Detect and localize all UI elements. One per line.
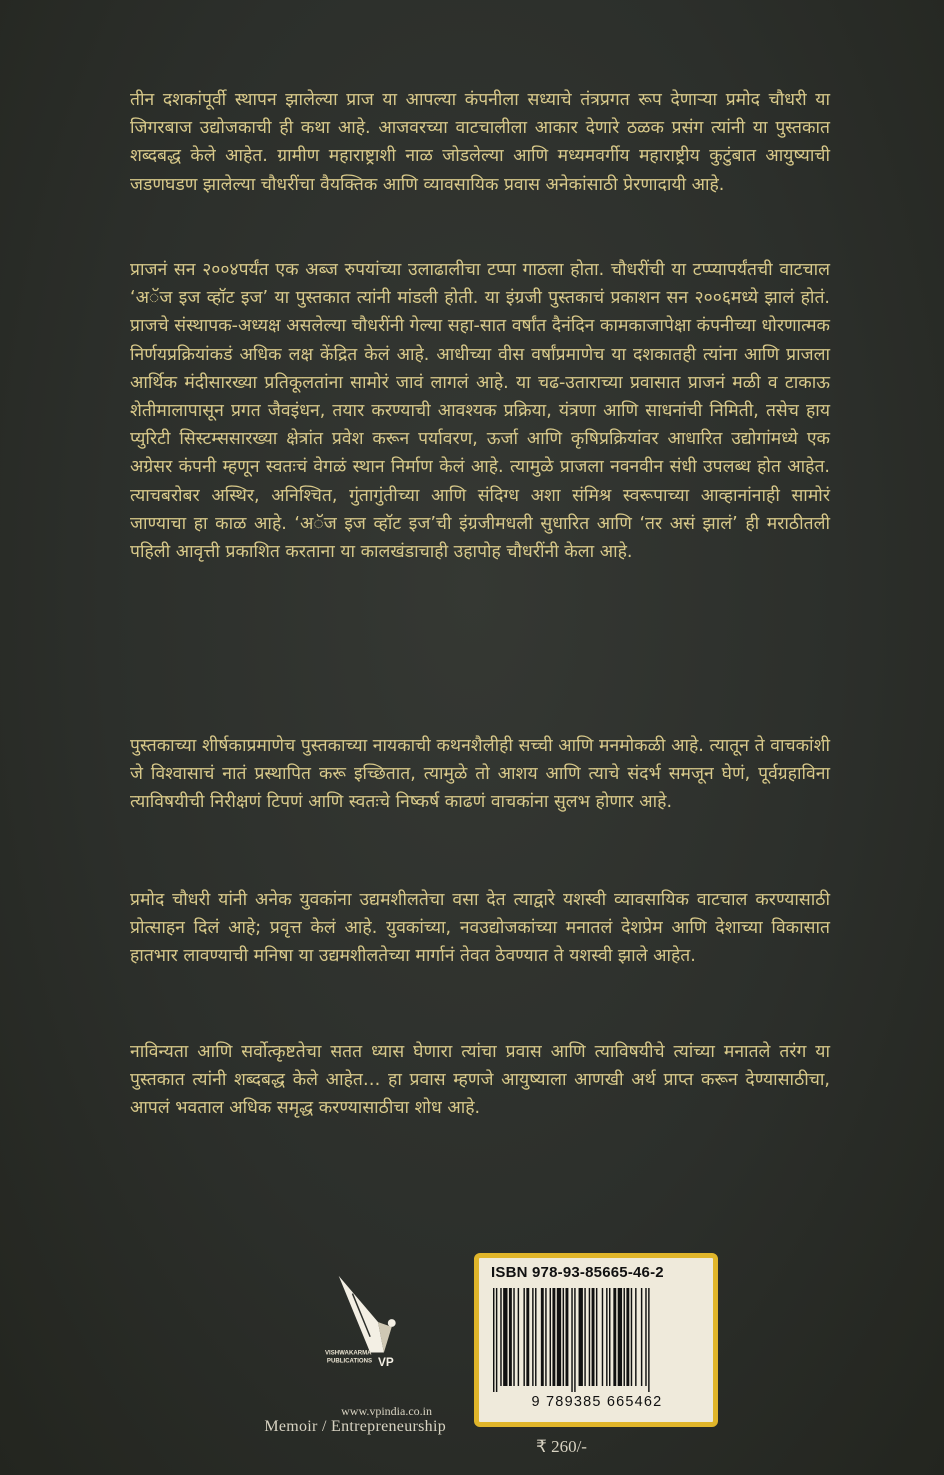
isbn-label: ISBN 978-93-85665-46-2 [491,1264,664,1281]
publisher-name-line1: VISHWAKARMA [324,1349,372,1357]
barcode-digits: 9 789385 665462 [531,1394,663,1410]
barcode-icon [489,1288,705,1392]
blurb-paragraph-3: पुस्तकाच्या शीर्षकाप्रमाणेच पुस्तकाच्या नायकाची कथनशैलीही सच्ची आणि मनमोकळी आहे. त्यातून ते वाचकांशी जे विश्वासाचं नातं प्रस्थापित करू इच्छितात, त्यामुळे तो आशय आणि त्याचे संदर्भ समजून घेणं, पूर्वग्रहाविना त्याविषयीची निरीक्षणं टिपणं आणि स्वतःचे निष्कर्ष काढणं वाचकांना सुलभ होणार आहे. [130,736,830,813]
barcode-panel [474,1253,718,1427]
blurb-paragraph-5: नाविन्यता आणि सर्वोत्कृष्टतेचा सतत ध्यास घेणारा त्यांचा प्रवास आणि त्याविषयीचे त्यांच्या मनातले तरंग या पुस्तकात त्यांनी शब्दबद्ध केले आहेत… हा प्रवास म्हणजे आयुष्याला आणखी अर्थ प्राप्त करून देण्यासाठीचा, आपलं भवताल अधिक समृद्ध करण्यासाठीचा शोध आहे. [130,1042,830,1119]
blurb-paragraph-4: प्रमोद चौधरी यांनी अनेक युवकांना उद्यमशीलतेचा वसा देत त्याद्वारे यशस्वी व्यावसायिक वाटचाल करण्यासाठी प्रोत्साहन दिलं आहे; प्रवृत्त केलं आहे. युवकांच्या, नवउद्योजकांच्या मनातलं देशप्रेम आणि देशाच्या विकासात हातभार लावण्याची मनिषा या उद्यमशीलतेच्या मार्गानं तेवत ठेवण्यात ते यशस्वी झाले आहेत. [130,890,830,967]
blurb-paragraph-1: तीन दशकांपूर्वी स्थापन झालेल्या प्राज या आपल्या कंपनीला सध्याचे तंत्रप्रगत रूप देणाऱ्या प्रमोद चौधरी या जिगरबाज उद्योजकाची ही कथा आहे. आजवरच्या वाटचालीला आकार देणारे ठळक प्रसंग त्यांनी या पुस्तकात शब्दबद्ध केले आहेत. ग्रामीण महाराष्ट्राशी नाळ जोडलेल्या आणि मध्यमवर्गीय महाराष्ट्रीय कुटुंबात आयुष्याची जडणघडण झालेल्या चौधरींचा वैयक्तिक आणि व्यावसायिक प्रवास अनेकांसाठी प्रेरणादायी आहे. [130,90,830,195]
price-label: ₹ 260/- [536,1437,587,1456]
publisher-name-line2: PUBLICATIONS [326,1357,373,1365]
publisher-logo [318,1268,438,1378]
publisher-url: www.vpindia.co.in [341,1404,432,1418]
genre-label: Memoir / Entrepreneurship [264,1418,446,1435]
publisher-monogram: VP [378,1356,394,1370]
blurb-paragraph-2: प्राजनं सन २००४पर्यंत एक अब्ज रुपयांच्या उलाढालीचा टप्पा गाठला होता. चौधरींची या टप्प्यापर्यंतची वाटचाल ‘अॅज इज व्हॉट इज’ या पुस्तकात त्यांनी मांडली होती. या इंग्रजी पुस्तकाचं प्रकाशन सन २००६मध्ये झालं होतं. प्राजचे संस्थापक-अध्यक्ष असलेल्या चौधरींनी गेल्या सहा-सात वर्षांत दैनंदिन कामकाजापेक्षा कंपनीच्या धोरणात्मक निर्णयप्रक्रियांकडं अधिक लक्ष केंद्रित केलं आहे. आधीच्या वीस वर्षांप्रमाणेच या दशकातही त्यांना आणि प्राजला आर्थिक मंदीसारख्या प्रतिकूलतांना सामोरं जावं लागलं आहे. या चढ-उताराच्या प्रवासात प्राजनं मळी व टाकाऊ शेतीमालापासून प्रगत जैवइंधन, तयार करण्याची आवश्यक प्रक्रिया, यंत्रणा आणि साधनांची निमिती, तसेच हाय प्युरिटी सिस्टम्ससारख्या क्षेत्रांत प्रवेश करून पर्यावरण, ऊर्जा आणि कृषिप्रक्रियांवर आधारित उद्योगांमध्ये एक अग्रेसर कंपनी म्हणून स्वतःचं वेगळं स्थान निर्माण केलं आहे. त्यामुळे प्राजला नवनवीन संधी उपलब्ध होत आहेत. त्याचबरोबर अस्थिर, अनिश्चित, गुंतागुंतीच्या आणि संदिग्ध अशा संमिश्र स्वरूपाच्या आव्हानांनाही सामोरं जाण्याचा हा काळ आहे. ‘अॅज इज व्हॉट इज’ची इंग्रजीमधली सुधारित आणि ‘तर असं झालं’ ही मराठीतली पहिली आवृत्ती प्रकाशित करताना या कालखंडाचाही उहापोह चौधरींनी केला आहे. [130,260,830,563]
